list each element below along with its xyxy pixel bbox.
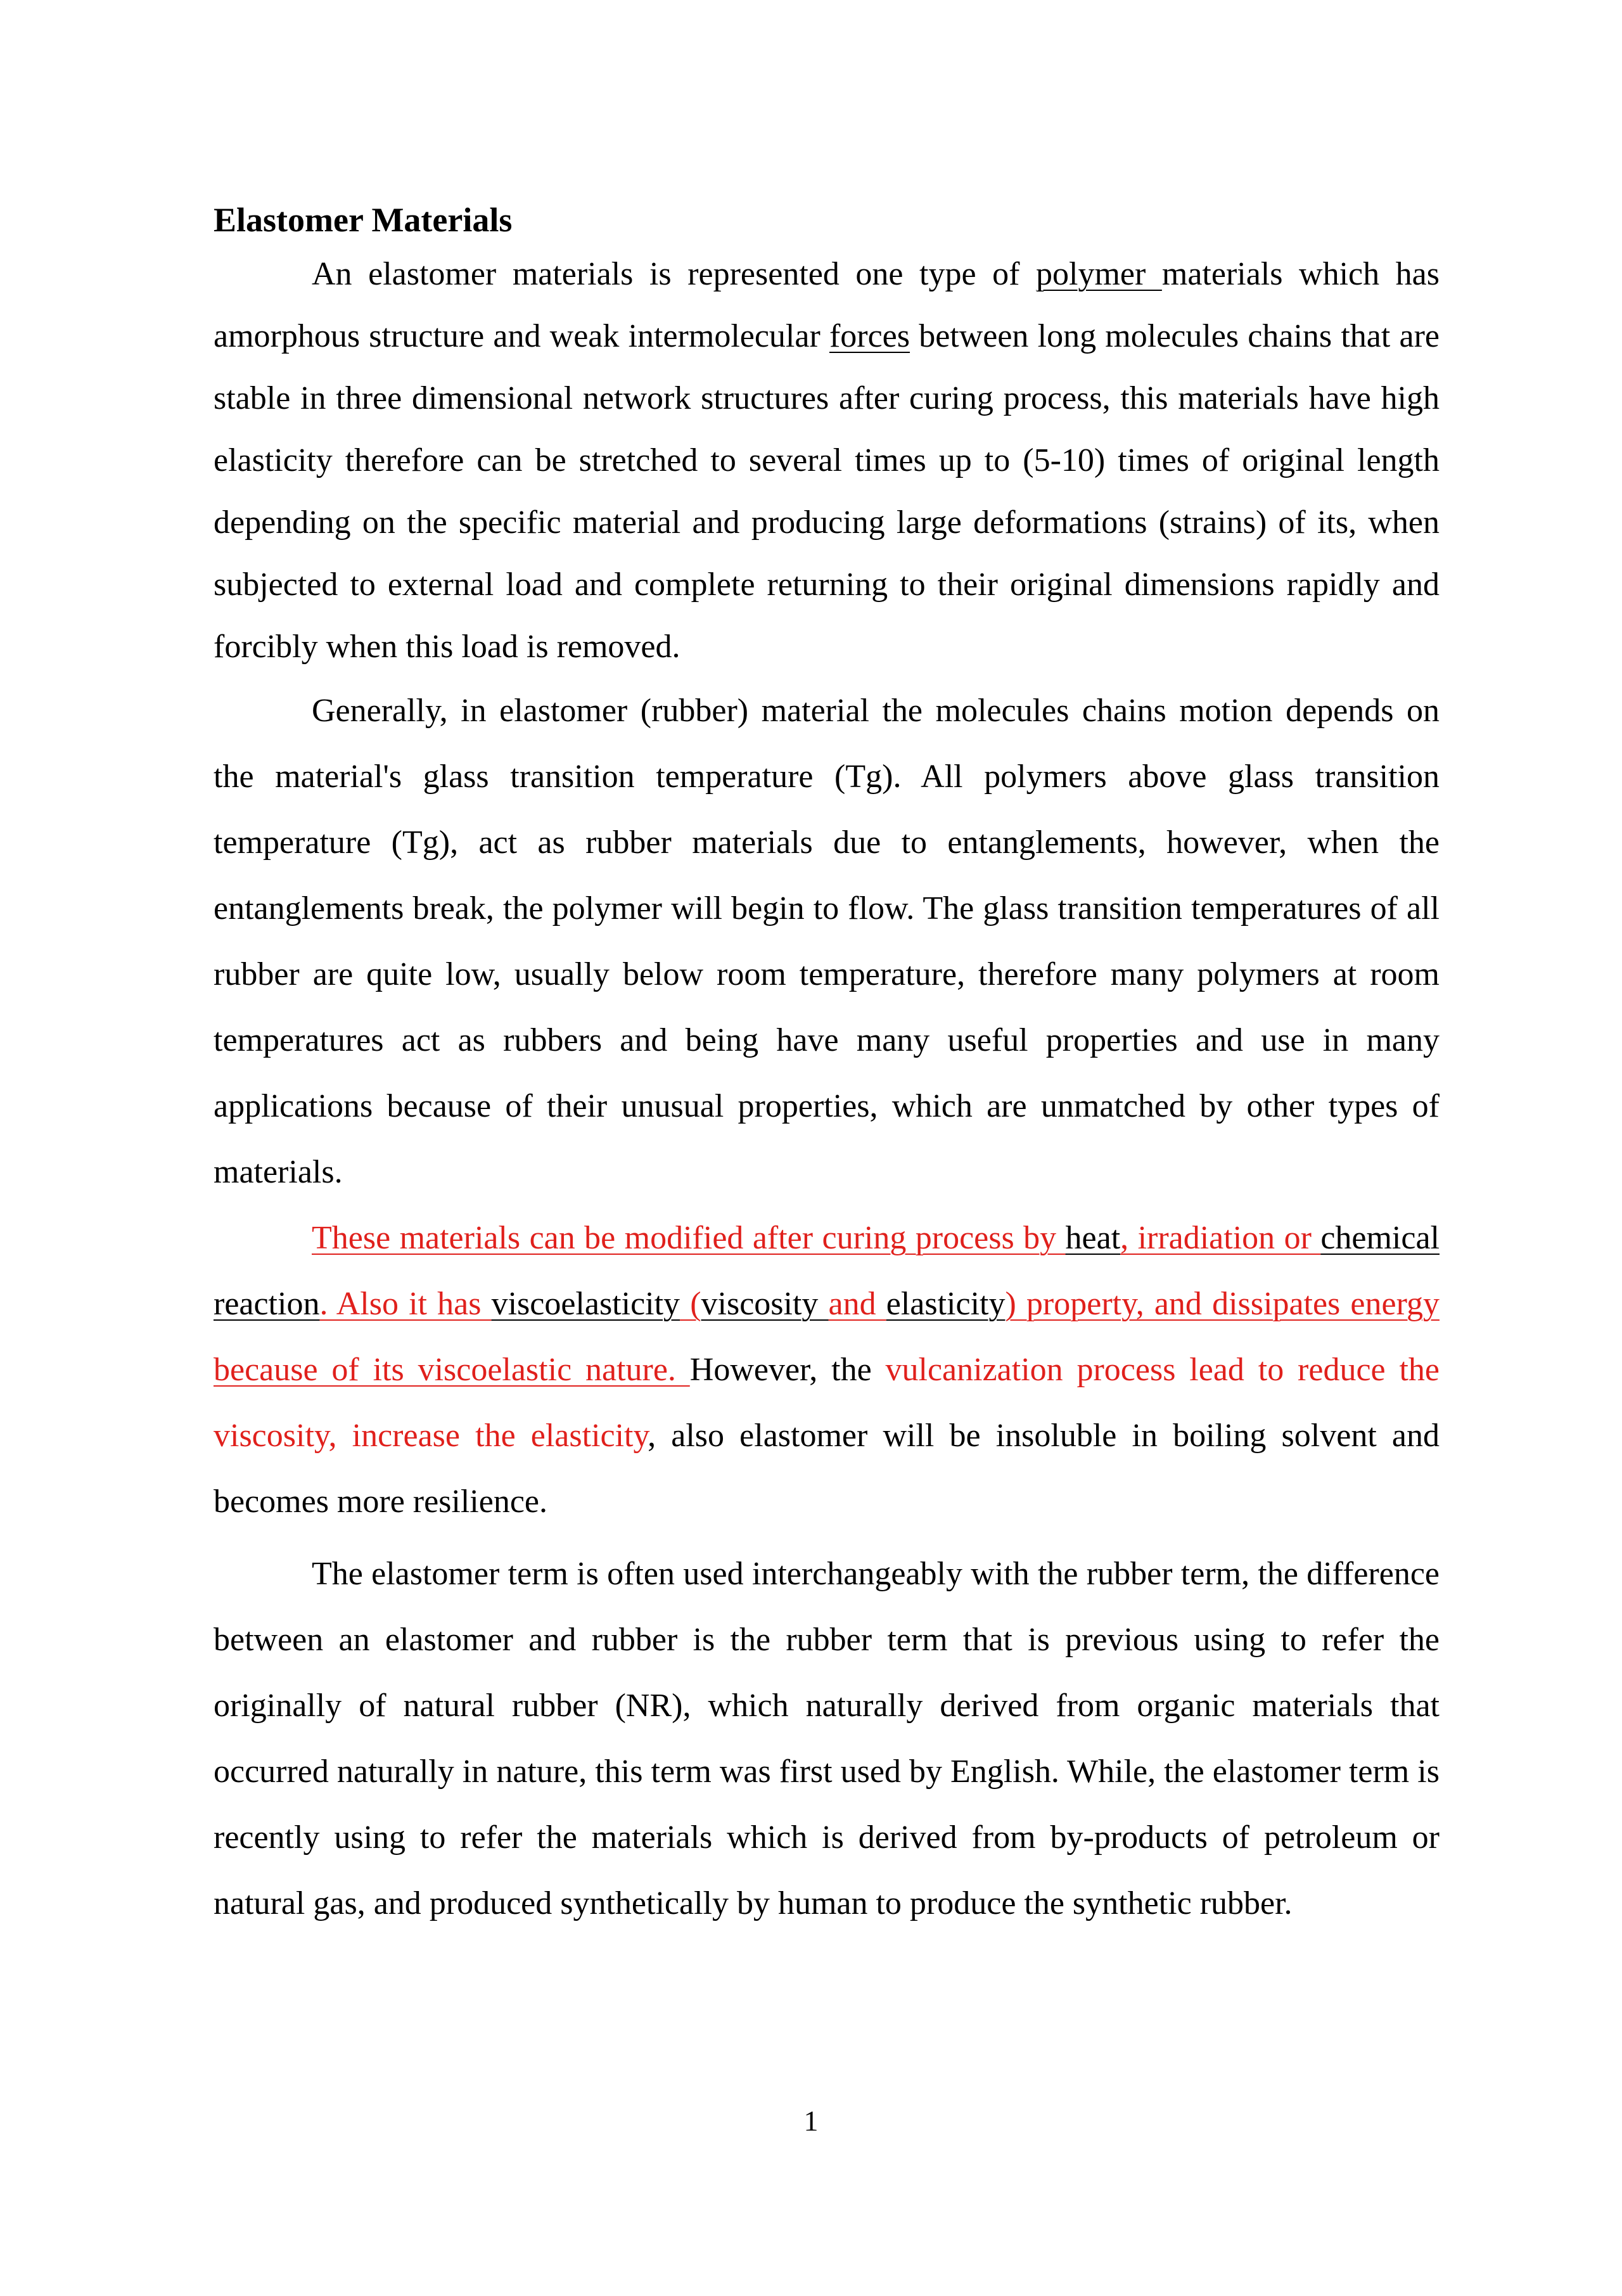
paragraph-text: between long molecules chains that are stable in three dimensional network structures after curing process, this materials have high elasticity therefore can be stretched to several times up to (5-10) times of original length depending on the specific material and producing large deformations (strains) of its, when subjected to external load and complete returning to their original dimensions rapidly and forcibly when this load is removed. [214, 318, 1440, 665]
document-body [214, 196, 1440, 1937]
page-number: 1 [803, 2105, 819, 2137]
paragraph-elastomer-definition [214, 243, 1440, 678]
underlined-text: viscosity [701, 1286, 829, 1322]
highlighted-text: . Also it has [319, 1286, 492, 1322]
paragraph-gap [214, 1535, 1440, 1541]
paragraph-text: materials which has amorphous structure and weak intermolecular [214, 256, 1440, 354]
forces-link[interactable]: forces [829, 318, 910, 354]
document-title: Elastomer Materials [214, 201, 513, 239]
highlighted-text: ) property, and dissipates energy because of its viscoelastic nature. [214, 1286, 1440, 1388]
paragraph-text: However, the [689, 1352, 886, 1388]
highlighted-text: ( [680, 1286, 701, 1322]
underlined-text: elasticity [886, 1286, 1006, 1322]
highlighted-text: vulcanization process lead to reduce the viscosity, increase the elasticity [214, 1352, 1440, 1454]
paragraph-glass-transition: Generally, in elastomer (rubber) material the molecules chains motion depends on the material's glass transition temperature (Tg). All polymers above glass transition temperature (Tg), act as rubber materials due to entanglements, however, when the entanglements break, the polymer will begin to flow. The glass transition temperatures of all rubber are quite low, usually below room temperature, therefore many polymers at room temperatures act as rubbers and being have many useful properties and use in many applications because of their unusual properties, which are unmatched by other types of materials. [214, 693, 1440, 1190]
highlighted-text: , irradiation or [1120, 1220, 1321, 1256]
paragraph-text: , also elastomer will be insoluble in boiling solvent and becomes more resilience. [214, 1418, 1440, 1520]
underlined-text: heat [1065, 1220, 1121, 1256]
underlined-text: viscoelasticity [491, 1286, 680, 1322]
underlined-text: chemical reaction [214, 1220, 1440, 1322]
highlighted-text: These materials can be modified after curing process by [312, 1220, 1066, 1256]
paragraph-elastomer-vs-rubber: The elastomer term is often used interchangeably with the rubber term, the difference between an elastomer and rubber is the rubber term that is previous using to refer the originally of natural rubber (NR), which naturally derived from organic materials that occurred naturally in nature, this term was first used by English. While, the elastomer term is recently using to refer the materials which is derived from by-products of petroleum or natural gas, and produced synthetically by human to produce the synthetic rubber. [214, 1556, 1440, 1921]
paragraph-text: An elastomer materials is represented one type of [312, 256, 1037, 292]
polymer-link[interactable]: polymer [1036, 256, 1162, 292]
paragraph-modification-highlighted [214, 1205, 1440, 1535]
highlighted-text: and [828, 1286, 886, 1322]
